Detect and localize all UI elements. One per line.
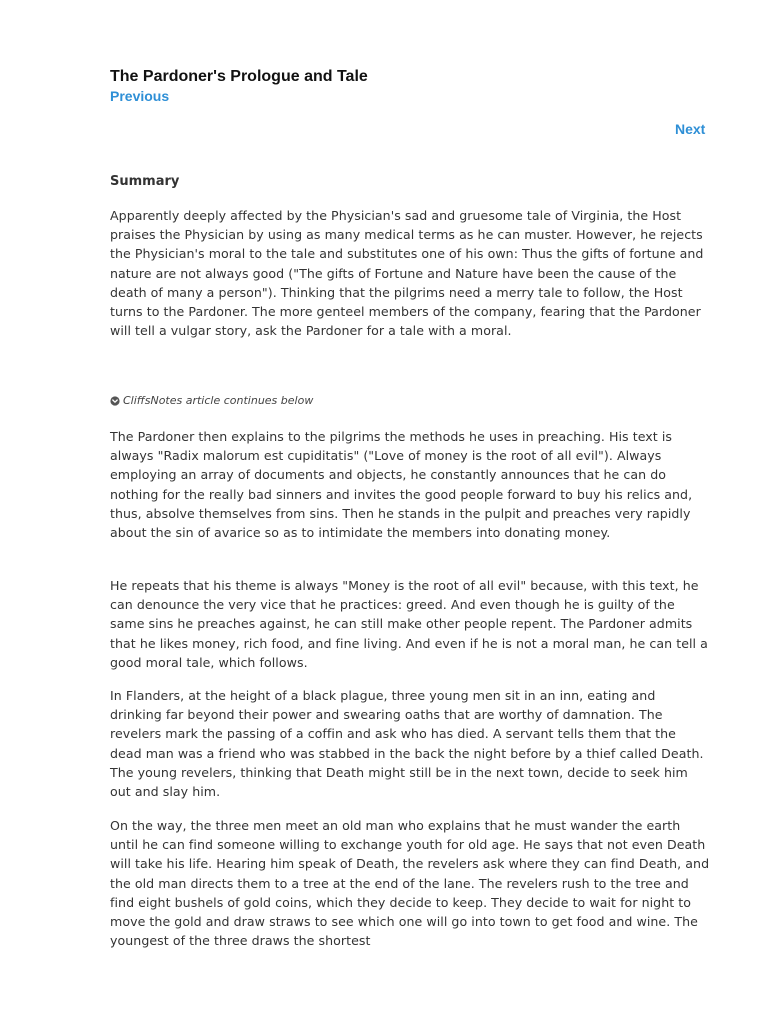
summary-paragraph: Apparently deeply affected by the Physician's sad and gruesome tale of Virginia, the Host praises the Physician by using as many medical terms as he can muster. However, he rejects the Physician's moral to the tale and substitutes one of his own: Thus the gifts of fortune and nature are not always good ("The gifts of Fortune and Nature have been the cause of the death of many a person"). Thinking that the pilgrims need a merry tale to follow, the Host turns to the Pardoner. The more genteel members of the company, fearing that the Pardoner will tell a vulgar story, ask the Pardoner for a tale with a moral. [110, 208, 704, 339]
previous-link[interactable]: Previous [110, 88, 170, 104]
summary-paragraph: The Pardoner then explains to the pilgrims the methods he uses in preaching. His text is always "Radix malorum est cupiditatis" ("Love of money is the root of all evil"). Always employing an array of documents and objects, he constantly announces that he can do nothing for the really bad sinners and invites the good people forward to buy his relics and, thus, absolve themselves from sins. Then he stands in the pulpit and preaches very rapidly about the sin of avarice so as to intimidate the members into donating money. [110, 429, 693, 541]
chevron-down-circle-icon [110, 396, 120, 406]
summary-paragraph: He repeats that his theme is always "Money is the root of all evil" because, with this text, he can denounce the very vice that he practices: greed. And even though he is guilty of the same sins he preaches against, he can still make other people repent. The Pardoner admits that he likes money, rich food, and fine living. And even if he is not a moral man, he can tell a good moral tale, which follows. [110, 578, 708, 670]
summary-paragraph: On the way, the three men meet an old man who explains that he must wander the earth until he can find someone willing to exchange youth for old age. He says that not even Death will take his life. Hearing him speak of Death, the revelers ask where they can find Death, and the old man directs them to a tree at the end of the lane. The revelers rush to the tree and find eight bushels of gold coins, which they decide to keep. They decide to wait for night to move the gold and draw straws to see which one will go into town to get food and wine. The youngest of the three draws the shortest [110, 818, 710, 949]
ad-notice-text: CliffsNotes article continues below [123, 394, 314, 407]
summary-heading: Summary [110, 174, 180, 189]
page-title: The Pardoner's Prologue and Tale [110, 68, 368, 85]
ad-continue-notice [110, 394, 313, 407]
summary-paragraph: In Flanders, at the height of a black plague, three young men sit in an inn, eating and drinking far beyond their power and swearing oaths that are worthy of damnation. The revelers mark the passing of a coffin and ask who has died. A servant tells them that the dead man was a friend who was stabbed in the back the night before by a thief called Death. The young revelers, thinking that Death might still be in the next town, decide to seek him out and slay him. [110, 688, 704, 800]
next-link[interactable]: Next [675, 121, 706, 137]
